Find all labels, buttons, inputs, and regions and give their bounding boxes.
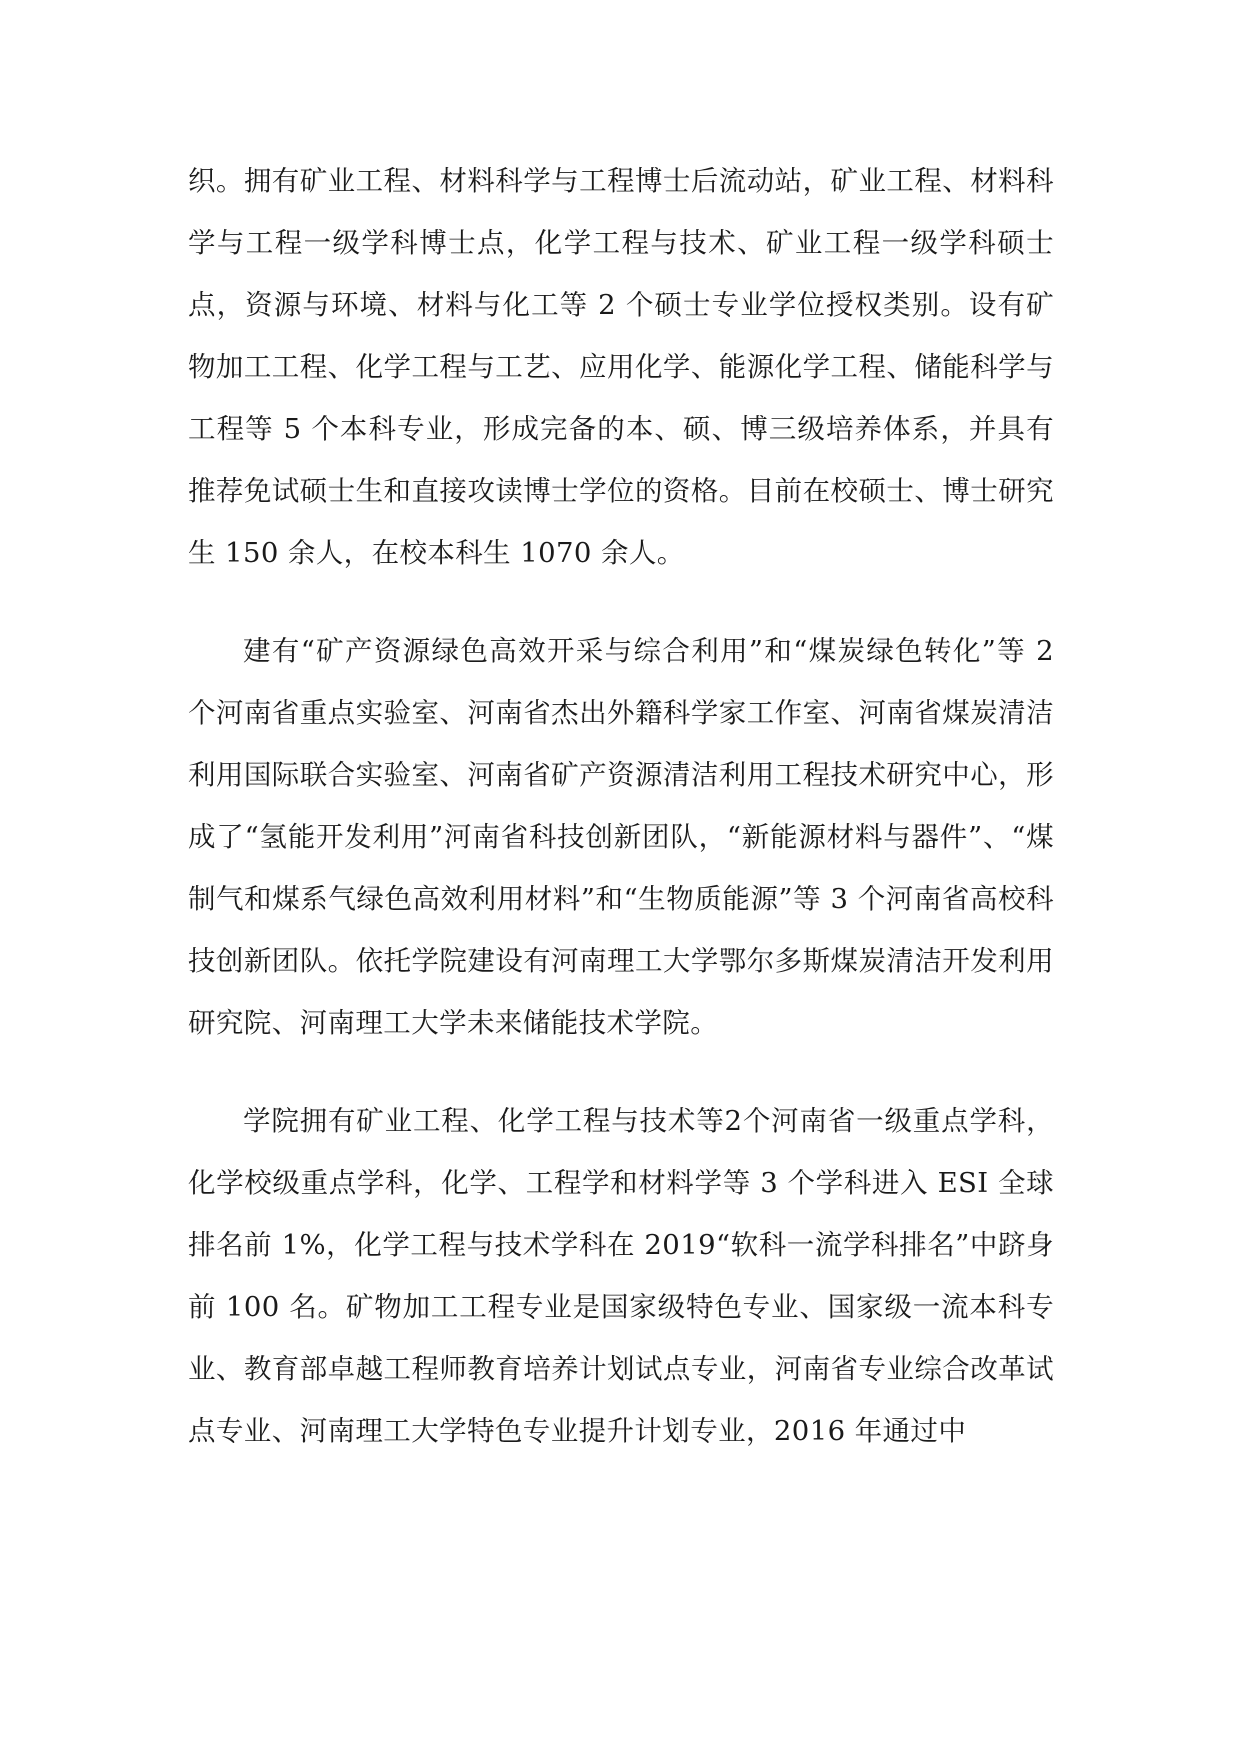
document-page [188, 150, 1054, 1462]
paragraph-laboratories-teams: 建有“矿产资源绿色高效开采与综合利用”和“煤炭绿色转化”等 2 个河南省重点实验室、河南省杰出外籍科学家工作室、河南省煤炭清洁利用国际联合实验室、河南省矿产资源清洁利用工程技术研究中心，形成了“氢能开发利用”河南省科技创新团队，“新能源材料与器件”、“煤制气和煤系气绿色高效利用材料”和“生物质能源”等 3 个河南省高校科技创新团队。依托学院建设有河南理工大学鄂尔多斯煤炭清洁开发利用研究院、河南理工大学未来储能技术学院。 [188, 635, 1054, 1039]
paragraph-degrees-programs: 织。拥有矿业工程、材料科学与工程博士后流动站，矿业工程、材料科学与工程一级学科博士点，化学工程与技术、矿业工程一级学科硕士点，资源与环境、材料与化工等 2 个硕士专业学位授权类别。设有矿物加工工程、化学工程与工艺、应用化学、能源化学工程、储能科学与工程等 5 个本科专业，形成完备的本、硕、博三级培养体系，并具有推荐免试硕士生和直接攻读博士学位的资格。目前在校硕士、博士研究生 150 余人，在校本科生 1070 余人。 [188, 165, 1054, 569]
paragraph-disciplines-rankings: 学院拥有矿业工程、化学工程与技术等2个河南省一级重点学科，化学校级重点学科，化学、工程学和材料学等 3 个学科进入 ESI 全球排名前 1%，化学工程与技术学科在 2019“软科一流学科排名”中跻身前 100 名。矿物加工工程专业是国家级特色专业、国家级一流本科专业、教育部卓越工程师教育培养计划试点专业，河南省专业综合改革试点专业、河南理工大学特色专业提升计划专业，2016 年通过中 [188, 1105, 1054, 1447]
